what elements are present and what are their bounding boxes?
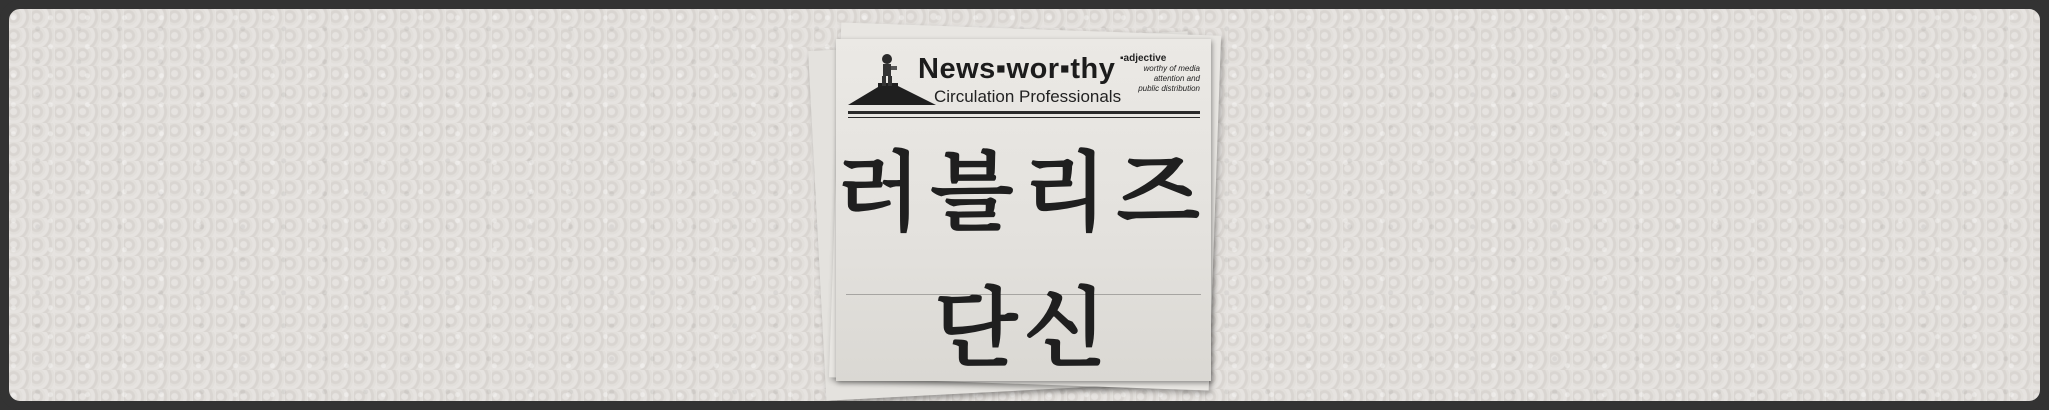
newspaper-stack [809, 21, 1229, 406]
masthead-definition [1120, 53, 1200, 94]
masthead-rule-thick [848, 111, 1200, 114]
definition-line-2: attention and [1153, 74, 1200, 83]
masthead-rule-thin [848, 117, 1200, 118]
definition-line-1: worthy of media [1143, 64, 1200, 73]
masthead-title: News▪wor▪thy [918, 53, 1116, 85]
definition-line-3: public distribution [1138, 84, 1200, 93]
definition-part-of-speech: ▪adjective [1120, 53, 1167, 64]
masthead [848, 47, 1200, 109]
headline-line-1: 러블리즈 [837, 143, 1210, 243]
newspaper-front-page [836, 39, 1211, 381]
masthead-subtitle: Circulation Professionals [934, 87, 1122, 106]
headline-line-2: 단신 [934, 279, 1113, 379]
